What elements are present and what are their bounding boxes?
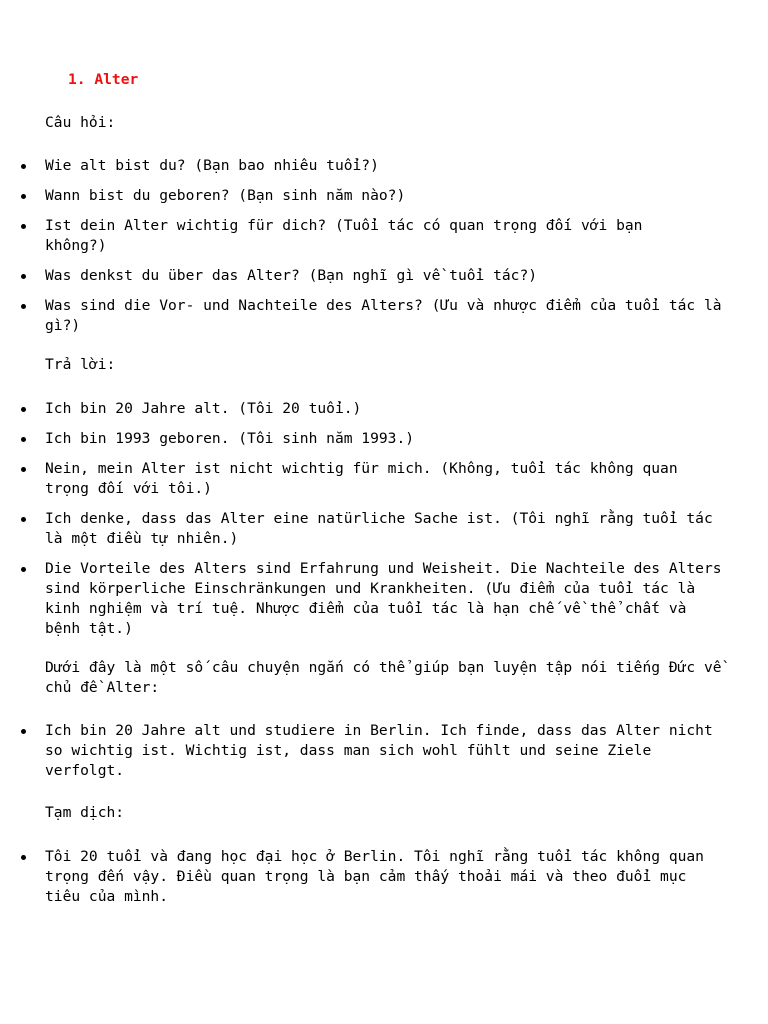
bullet-icon [21, 567, 26, 572]
list-item: Ich bin 1993 geboren. (Tôi sinh năm 1993.) [0, 429, 740, 449]
bullet-icon [21, 304, 26, 309]
list-item: Ich bin 20 Jahre alt. (Tôi 20 tuổi.) [0, 399, 740, 419]
list-item: Wann bist du geboren? (Bạn sinh năm nào?) [0, 186, 740, 206]
bullet-icon [21, 407, 26, 412]
bullet-icon [21, 274, 26, 279]
bullet-icon [21, 855, 26, 860]
stories-intro: Dưới đây là một số câu chuyện ngắn có thể giúp bạn luyện tập nói tiếng Đức về chủ đề Alter: [45, 659, 722, 696]
questions-label: Câu hỏi: [45, 114, 116, 131]
list-item: Was denkst du über das Alter? (Bạn nghĩ gì về tuổi tác?) [0, 266, 740, 286]
list-item: Ist dein Alter wichtig für dich? (Tuổi tác có quan trọng đối với bạn không?) [0, 216, 740, 256]
bullet-icon [21, 729, 26, 734]
bullet-icon [21, 194, 26, 199]
stories-list [0, 721, 740, 791]
bullet-icon [21, 467, 26, 472]
translation-label: Tạm dịch: [45, 804, 125, 821]
questions-list [0, 156, 740, 346]
bullet-icon [21, 437, 26, 442]
list-item: Tôi 20 tuổi và đang học đại học ở Berlin. Tôi nghĩ rằng tuổi tác không quan trọng đến vậy. Điều quan trọng là bạn cảm thấy thoải mái và theo đuổi mục tiêu của mình. [0, 847, 740, 907]
list-item: Die Vorteile des Alters sind Erfahrung und Weisheit. Die Nachteile des Alters sind körperliche Einschränkungen und Krankheiten. (Ưu điểm của tuổi tác là kinh nghiệm và trí tuệ. Nhược điểm của tuổi tác là hạn chế về thể chất và bệnh tật.) [0, 559, 740, 639]
translations-list [0, 847, 740, 917]
list-item: Wie alt bist du? (Bạn bao nhiêu tuổi?) [0, 156, 740, 176]
list-item: Was sind die Vor- und Nachteile des Alters? (Ưu và nhược điểm của tuổi tác là gì?) [0, 296, 740, 336]
list-item: Ich denke, dass das Alter eine natürliche Sache ist. (Tôi nghĩ rằng tuổi tác là một điều tự nhiên.) [0, 509, 740, 549]
section-heading: 1. Alter [68, 71, 139, 88]
bullet-icon [21, 517, 26, 522]
answers-label: Trả lời: [45, 356, 116, 373]
answers-list [0, 399, 740, 649]
list-item: Ich bin 20 Jahre alt und studiere in Berlin. Ich finde, dass das Alter nicht so wichtig ist. Wichtig ist, dass man sich wohl fühlt und seine Ziele verfolgt. [0, 721, 740, 781]
bullet-icon [21, 164, 26, 169]
bullet-icon [21, 224, 26, 229]
list-item: Nein, mein Alter ist nicht wichtig für mich. (Không, tuổi tác không quan trọng đối với tôi.) [0, 459, 740, 499]
